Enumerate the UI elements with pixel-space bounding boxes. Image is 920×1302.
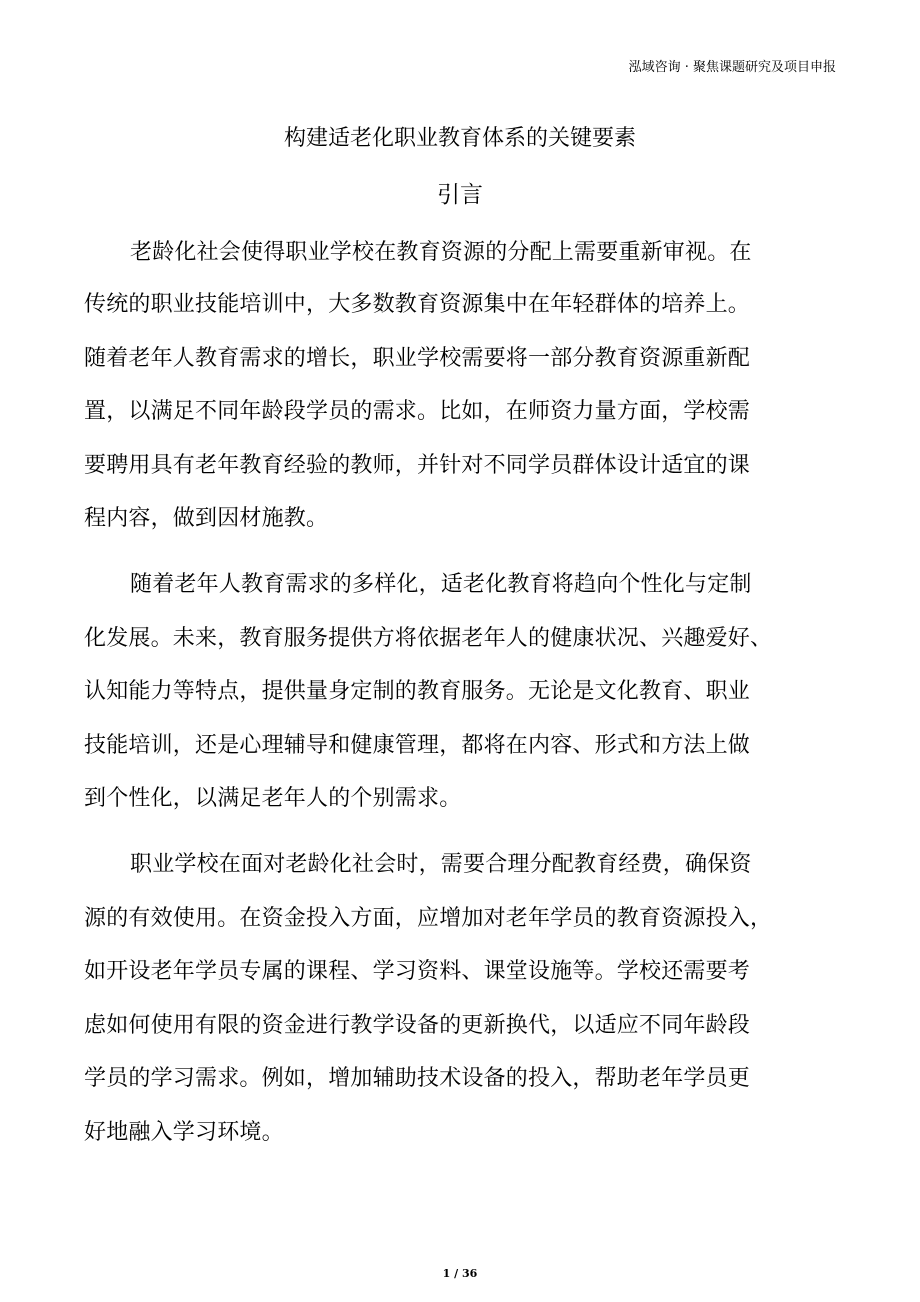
paragraph-line: 传统的职业技能培训中，大多数教育资源集中在年轻群体的培养上。 bbox=[84, 292, 751, 317]
paragraph-line: 职业学校在面对老龄化社会时，需要合理分配教育经费，确保资 bbox=[130, 852, 752, 877]
paragraph-line: 随着老年人教育需求的多样化，适老化教育将趋向个性化与定制 bbox=[130, 572, 752, 597]
paragraph-line: 认知能力等特点，提供量身定制的教育服务。无论是文化教育、职业 bbox=[84, 679, 751, 704]
paragraph-line: 学员的学习需求。例如，增加辅助技术设备的投入，帮助老年学员更 bbox=[84, 1066, 751, 1091]
paragraph-line: 程内容，做到因材施教。 bbox=[84, 506, 329, 531]
section-title: 引言 bbox=[437, 182, 483, 208]
page-number: 1 / 36 bbox=[442, 1267, 478, 1280]
paragraph-line: 老龄化社会使得职业学校在教育资源的分配上需要重新审视。在 bbox=[130, 240, 752, 265]
paragraph-line: 到个性化，以满足老年人的个别需求。 bbox=[84, 786, 462, 811]
paragraph-line: 好地融入学习环境。 bbox=[84, 1120, 284, 1145]
paragraph-line: 化发展。未来，教育服务提供方将依据老年人的健康状况、兴趣爱好、 bbox=[84, 626, 773, 651]
paragraph-line: 如开设老年学员专属的课程、学习资料、课堂设施等。学校还需要考 bbox=[84, 959, 751, 984]
document-title: 构建适老化职业教育体系的关键要素 bbox=[283, 126, 636, 151]
paragraph-line: 源的有效使用。在资金投入方面，应增加对老年学员的教育资源投入， bbox=[84, 906, 773, 931]
paragraph-line: 虑如何使用有限的资金进行教学设备的更新换代，以适应不同年龄段 bbox=[84, 1013, 751, 1038]
paragraph-line: 要聘用具有老年教育经验的教师，并针对不同学员群体设计适宜的课 bbox=[84, 453, 751, 478]
paragraph-line: 置，以满足不同年龄段学员的需求。比如，在师资力量方面，学校需 bbox=[84, 399, 751, 424]
page-header-text: 泓域咨询 · 聚焦课题研究及项目申报 bbox=[628, 60, 836, 75]
paragraph-line: 随着老年人教育需求的增长，职业学校需要将一部分教育资源重新配 bbox=[84, 346, 751, 371]
paragraph-line: 技能培训，还是心理辅导和健康管理，都将在内容、形式和方法上做 bbox=[84, 733, 751, 758]
